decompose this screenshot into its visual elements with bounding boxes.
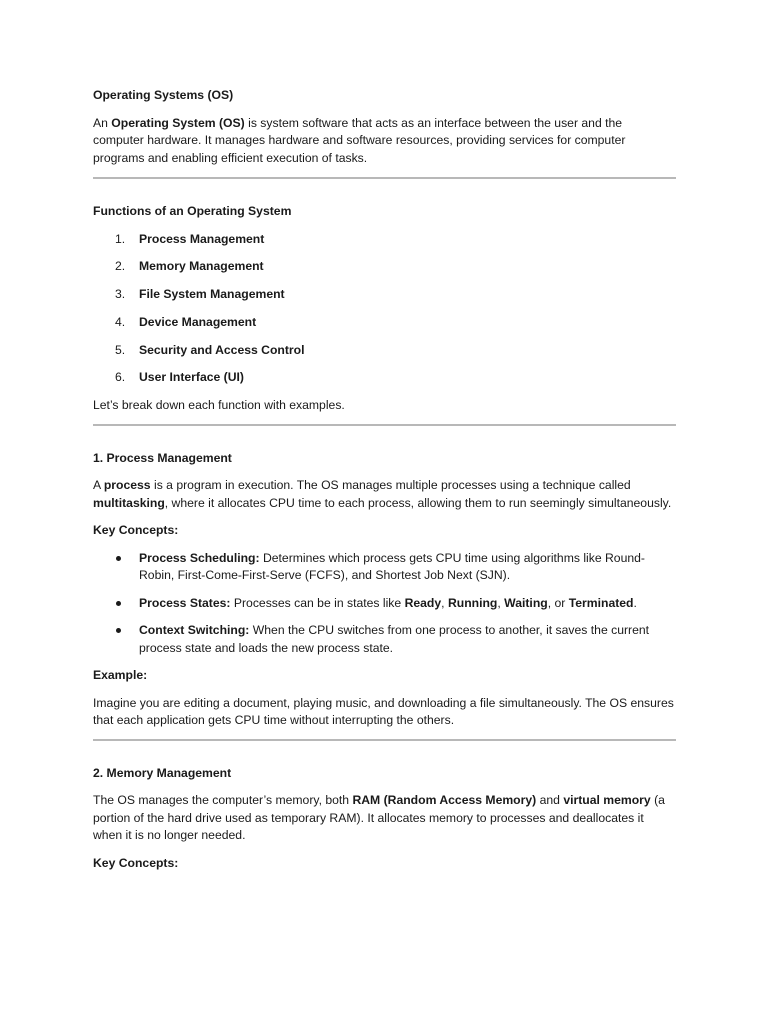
process-text-1: A — [93, 478, 104, 493]
memory-text-3: (a portion of the hard drive used as temporary RAM). It allocates memory to processes and deallocates it when it is no longer needed. — [93, 793, 665, 843]
horizontal-rule — [93, 177, 676, 179]
memory-heading: 2. Memory Management — [93, 765, 232, 780]
bullet-term: Context Switching: — [139, 623, 250, 638]
list-item-label: Device Management — [139, 314, 257, 329]
list-number: 3. — [115, 287, 126, 302]
intro-text-1: An — [93, 115, 112, 130]
memory-text-1: The OS manages the computer’s memory, both — [93, 793, 353, 808]
process-text-2: is a program in execution. The OS manages multiple processes using a technique called — [150, 478, 631, 493]
separator: , — [497, 595, 505, 610]
bullet-icon — [116, 628, 121, 633]
intro-text-2: is system software that acts as an interface between the user and the computer hardware. It manages hardware and software resources, providing services for computer programs and enabling efficient execution of tasks. — [93, 115, 626, 165]
list-item-label: Memory Management — [139, 259, 264, 274]
process-text-3: , where it allocates CPU time to each process, allowing them to run seemingly simultaneously. — [164, 495, 672, 510]
list-item — [93, 622, 676, 657]
list-item — [93, 231, 676, 249]
separator: , or — [547, 595, 569, 610]
state-waiting: Waiting — [504, 595, 548, 610]
list-item-label: File System Management — [139, 287, 285, 302]
example-label: Example: — [93, 668, 148, 683]
memory-bold-virtual: virtual memory — [563, 793, 651, 808]
process-heading: 1. Process Management — [93, 450, 232, 465]
intro-paragraph — [93, 115, 676, 168]
intro-bold-os: Operating System (OS) — [111, 115, 245, 130]
list-number: 1. — [115, 231, 126, 246]
state-terminated: Terminated — [568, 595, 634, 610]
process-bold-multitasking: multitasking — [93, 495, 165, 510]
memory-paragraph — [93, 792, 676, 845]
bullet-term: Process States: — [139, 595, 231, 610]
list-number: 2. — [115, 259, 126, 274]
separator: , — [441, 595, 448, 610]
list-item — [93, 595, 676, 613]
bullet-icon — [116, 601, 121, 606]
functions-outro: Let’s break down each function with examples. — [93, 398, 345, 413]
horizontal-rule — [93, 739, 676, 741]
list-number: 5. — [115, 342, 126, 357]
list-item-label: User Interface (UI) — [139, 370, 244, 385]
bullet-text: Determines which process gets CPU time using algorithms like Round-Robin, First-Come-First-Serve (FCFS), and Shortest Job Next (SJN). — [139, 550, 645, 583]
horizontal-rule — [93, 424, 676, 426]
example-paragraph: Imagine you are editing a document, playing music, and downloading a file simultaneously. The OS ensures that each application gets CPU time without interrupting the others. — [93, 695, 674, 728]
list-item-label: Process Management — [139, 231, 265, 246]
process-key-concepts: Key Concepts: — [93, 523, 179, 538]
list-item — [93, 369, 676, 387]
document-title: Operating Systems (OS) — [93, 88, 234, 102]
list-number: 4. — [115, 314, 126, 329]
state-running: Running — [447, 595, 498, 610]
bullet-text: Processes can be in states like — [230, 595, 405, 610]
bullet-term: Process Scheduling: — [139, 550, 260, 565]
process-concepts-list — [93, 550, 676, 658]
period: . — [633, 595, 637, 610]
list-item — [93, 286, 676, 304]
process-bold-process: process — [103, 478, 151, 493]
list-item — [93, 550, 676, 585]
memory-key-concepts: Key Concepts: — [93, 855, 179, 870]
list-item-label: Security and Access Control — [139, 342, 305, 357]
list-item — [93, 314, 676, 332]
memory-text-2: and — [536, 793, 564, 808]
functions-heading: Functions of an Operating System — [93, 204, 292, 218]
functions-list — [93, 231, 676, 387]
list-number: 6. — [115, 370, 126, 385]
bullet-icon — [116, 556, 121, 561]
process-paragraph — [93, 477, 676, 512]
document-page — [93, 87, 676, 882]
bullet-text: When the CPU switches from one process to another, it saves the current process state and loads the new process state. — [139, 623, 650, 655]
list-item — [93, 258, 676, 276]
state-ready: Ready — [404, 595, 442, 610]
memory-bold-ram: RAM (Random Access Memory) — [352, 793, 537, 808]
list-item — [93, 342, 676, 360]
